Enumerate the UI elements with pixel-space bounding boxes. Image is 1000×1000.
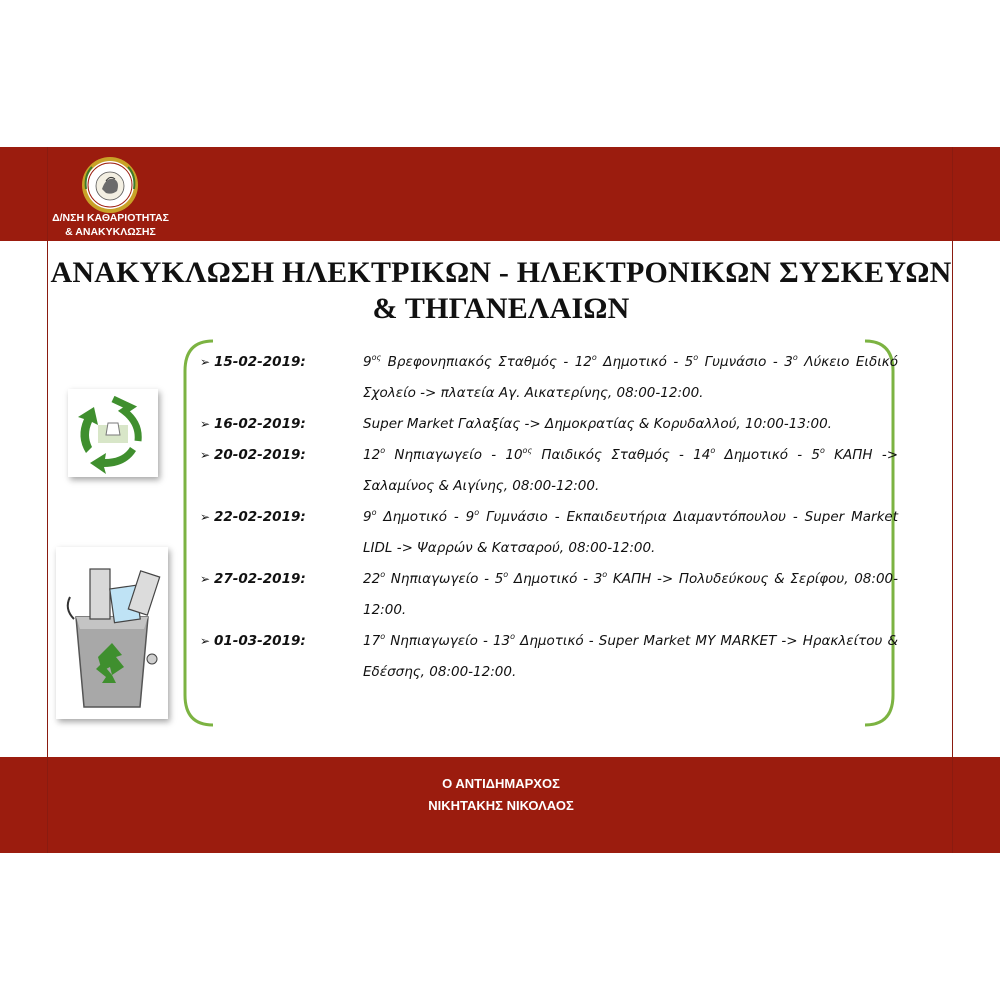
schedule-locations <box>363 571 898 618</box>
department-line-2: & ΑΝΑΚΥΚΛΩΣΗΣ <box>65 226 156 238</box>
ordinal-suffix: ο <box>602 569 608 579</box>
signer-name: ΝΙΚΗΤΑΚΗΣ ΝΙΚΟΛΑΟΣ <box>428 798 574 813</box>
department-name <box>48 211 173 239</box>
ordinal-suffix: ος <box>371 352 382 362</box>
location-text: Λύκειο Ειδικό Σχολείο -> πλατεία Αγ. Αικατερίνης, 08:00-12:00. <box>363 354 898 401</box>
schedule-row <box>198 347 898 409</box>
ordinal-suffix: ο <box>591 352 597 362</box>
location-text: Super Market Γαλαξίας -> Δημοκρατίας & Κορυδαλλού, 10:00-13:00. <box>363 416 832 432</box>
location-text: 22 <box>363 571 381 587</box>
ordinal-suffix: ο <box>510 631 516 641</box>
schedule-date: 27-02-2019: <box>214 571 306 587</box>
schedule-row <box>198 564 898 626</box>
ordinal-suffix: ο <box>710 445 716 455</box>
schedule-locations <box>363 416 832 432</box>
poster-header <box>48 147 952 241</box>
ordinal-suffix: ο <box>474 507 480 517</box>
location-text: ΚΑΠΗ -> Πολυδεύκους & Σερίφου, 08:00-12:00. <box>363 571 898 618</box>
municipality-seal-logo <box>80 155 140 215</box>
location-text: Δημοτικό - Super Market MY MARKET -> Ηρακλείτου & Εδέσσης, 08:00-12:00. <box>363 633 898 680</box>
location-text: 9 <box>363 509 372 525</box>
location-text: Νηπιαγωγείο - 5 <box>385 571 504 587</box>
recycle-arrows-icon <box>68 389 158 477</box>
schedule-locations <box>363 354 898 401</box>
location-text: Παιδικός Σταθμός - 14 <box>532 447 711 463</box>
schedule-row <box>198 409 898 440</box>
schedule-locations <box>363 633 898 680</box>
ordinal-suffix: ο <box>380 445 386 455</box>
location-text: ΚΑΠΗ -> Σαλαμίνος & Αιγίνης, 08:00-12:00. <box>363 447 899 494</box>
location-text: Γυμνάσιο - Εκπαιδευτήρια Διαμαντόπουλου - Super Market LIDL -> Ψαρρών & Κατσαρού, 08:00-12:00. <box>363 509 898 556</box>
bullet-arrow-icon: ➢ <box>200 355 211 369</box>
bullet-arrow-icon: ➢ <box>200 448 211 462</box>
location-text: Δημοτικό - 9 <box>376 509 475 525</box>
schedule-row <box>198 440 898 502</box>
poster-card <box>47 147 953 853</box>
bullet-arrow-icon: ➢ <box>200 417 211 431</box>
title-line-2: & ΤΗΓΑΝΕΛΑΙΩΝ <box>372 292 630 325</box>
recycle-oil-image <box>68 389 158 477</box>
bullet-arrow-icon: ➢ <box>200 510 211 524</box>
schedule-row <box>198 626 898 688</box>
signer-role: Ο ΑΝΤΙΔΗΜΑΡΧΟΣ <box>442 776 560 791</box>
bullet-arrow-icon: ➢ <box>200 572 211 586</box>
location-text: Νηπιαγωγείο - 10 <box>385 447 523 463</box>
electronics-recycle-bin-image <box>56 547 168 719</box>
schedule-date: 15-02-2019: <box>214 354 306 370</box>
ordinal-suffix: ος <box>522 445 533 455</box>
ordinal-suffix: ο <box>380 569 386 579</box>
location-text: Γυμνάσιο - 3 <box>698 354 793 370</box>
ordinal-suffix: ο <box>503 569 509 579</box>
schedule-date: 01-03-2019: <box>214 633 306 649</box>
collection-schedule <box>198 347 898 688</box>
location-text: Δημοτικό - 5 <box>596 354 694 370</box>
location-text: Νηπιαγωγείο - 13 <box>385 633 511 649</box>
schedule-locations <box>363 509 898 556</box>
signature-block <box>48 773 954 817</box>
title-line-1: ΑΝΑΚΥΚΛΩΣΗ ΗΛΕΚΤΡΙΚΩΝ - ΗΛΕΚΤΡΟΝΙΚΩΝ ΣΥΣΚΕΥΩΝ <box>50 256 952 289</box>
schedule-locations <box>363 447 898 494</box>
ordinal-suffix: ο <box>371 507 377 517</box>
location-text: 17 <box>363 633 381 649</box>
schedule-row <box>198 502 898 564</box>
ordinal-suffix: ο <box>792 352 798 362</box>
location-text: Δημοτικό - 5 <box>715 447 821 463</box>
location-text: Δημοτικό - 3 <box>508 571 603 587</box>
schedule-date: 22-02-2019: <box>214 509 306 525</box>
location-text: 9 <box>363 354 372 370</box>
bullet-arrow-icon: ➢ <box>200 634 211 648</box>
department-line-1: Δ/ΝΣΗ ΚΑΘΑΡΙΟΤΗΤΑΣ <box>52 212 169 224</box>
ordinal-suffix: ο <box>693 352 699 362</box>
location-text: Βρεφονηπιακός Σταθμός - 12 <box>381 354 592 370</box>
schedule-date: 16-02-2019: <box>214 416 306 432</box>
schedule-date: 20-02-2019: <box>214 447 306 463</box>
recycling-bin-icon <box>56 547 168 719</box>
location-text: 12 <box>363 447 381 463</box>
ordinal-suffix: ο <box>380 631 386 641</box>
ordinal-suffix: ο <box>820 445 825 455</box>
poster-title <box>48 255 954 327</box>
